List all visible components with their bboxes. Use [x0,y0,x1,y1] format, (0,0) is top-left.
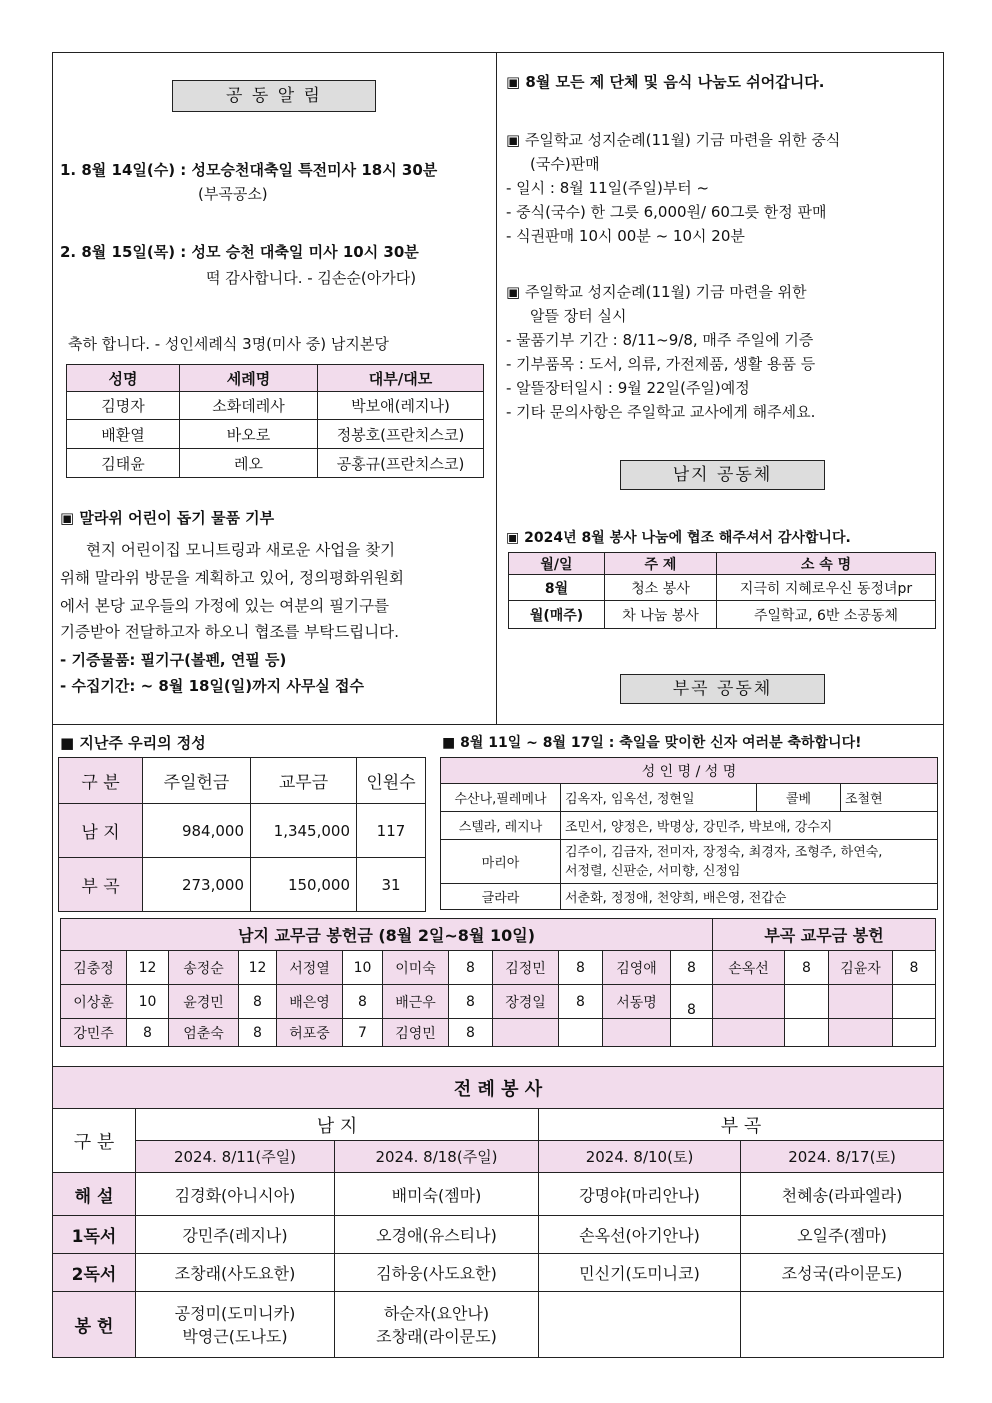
cell: 8 [785,951,829,985]
cell: 지극히 지혜로우신 동정녀pr [717,575,936,601]
notice-2-line2: 떡 감사합니다. - 김손순(아가다) [206,269,417,287]
cell: 조민서, 양정은, 박명상, 강민주, 박보애, 강수지 [561,812,938,840]
market-line2: 알뜰 장터 실시 [530,307,627,325]
saints-heading: ■ 8월 11일 ~ 8월 17일 : 축일을 맞이한 신자 여러분 축하합니다! [442,735,862,751]
offering-heading: ■ 지난주 우리의 정성 [60,734,206,752]
cell: 김옥자, 임옥선, 정현일 [561,784,757,812]
cell: 8월 [509,575,605,601]
date-header: 2024. 8/17(토) [741,1141,944,1173]
cell [493,1019,559,1047]
col-label: 구 분 [53,1109,136,1173]
cell: 부 곡 [59,858,143,912]
cell: 984,000 [143,804,251,858]
cell: 배근우 [383,985,449,1019]
cell: 김정민 [493,951,559,985]
cell: 주일학교, 6반 소공동체 [717,601,936,629]
cell: 1,345,000 [251,804,357,858]
table-row [59,804,426,858]
cell: 손옥선(아기안나) [539,1216,741,1254]
cell: 오일주(젬마) [741,1216,944,1254]
cell: 스텔라, 레지나 [441,812,561,840]
column-divider [496,52,497,724]
cell [671,1019,713,1047]
cell: 윤경민 [169,985,239,1019]
service-table [508,552,936,629]
row-label: 봉 헌 [53,1292,136,1358]
table-row [441,840,938,884]
table-row [441,812,938,840]
cell: 마리아 [441,840,561,884]
table-row [53,1292,944,1358]
col-header: 인원수 [357,758,426,804]
cell [713,1019,785,1047]
cell [893,985,936,1019]
cell: 월(매주) [509,601,605,629]
table-row [441,884,938,910]
cell: 서춘화, 정정애, 천양희, 배은영, 전갑순 [561,884,938,910]
cell: 오경애(유스티나) [335,1216,539,1254]
cell: 정봉호(프란치스코) [318,420,484,449]
cell: 김태윤 [67,449,180,478]
cell: 청소 봉사 [605,575,717,601]
cell [785,1019,829,1047]
table-row [61,985,936,1019]
donation-line: 위해 말라위 방문을 계획하고 있어, 정의평화위원회 [60,569,404,587]
cell: 공정미(도미니카) 박영근(도나도) [136,1292,335,1358]
cell: 8 [671,985,713,1019]
donation-heading: ▣ 말라위 어린이 돕기 물품 기부 [60,509,275,527]
cell: 8 [559,951,603,985]
cell: 12 [239,951,277,985]
cell: 8 [449,985,493,1019]
donation-line: 현지 어린이집 모니트링과 새로운 사업을 찾기 [86,541,396,559]
cell: 강민주 [61,1019,127,1047]
table-row [53,1254,944,1292]
notice-1-line2: (부곡공소) [198,185,268,203]
cell [785,985,829,1019]
noodle-line1: ▣ 주일학교 성지순례(11월) 기금 마련을 위한 중식 [506,131,841,149]
market-item: - 알뜰장터일시 : 9월 22일(주일)예정 [506,379,750,397]
notice-2: 2. 8월 15일(목) : 성모 승천 대축일 미사 10시 30분 [60,243,419,261]
table-row [67,420,484,449]
cell: 117 [357,804,426,858]
cell: 12 [127,951,169,985]
cell: 이미숙 [383,951,449,985]
cell: 10 [343,951,383,985]
offering-table [58,757,426,912]
table-row [53,1173,944,1216]
liturgy-title: 전 례 봉 사 [53,1067,944,1109]
table-row [67,449,484,478]
cell: 박보애(레지나) [318,392,484,420]
cell: 김명자 [67,392,180,420]
section-divider [52,724,944,725]
dues-table [60,918,936,1047]
col-header: 성명 [67,365,180,392]
cell: 콜베 [757,784,841,812]
row-label: 2독서 [53,1254,136,1292]
col-header: 교무금 [251,758,357,804]
cell: 바오로 [180,420,318,449]
cell: 강명야(마리안나) [539,1173,741,1216]
cell: 31 [357,858,426,912]
cell: 허포중 [277,1019,343,1047]
cell: 소화데레사 [180,392,318,420]
notice-1: 1. 8월 14일(수) : 성모승천대축일 특전미사 18시 30분 [60,161,438,179]
table-row [67,392,484,420]
cell: 엄춘숙 [169,1019,239,1047]
cell: 김윤자 [829,951,893,985]
col-header: 대부/대모 [318,365,484,392]
table-row [59,858,426,912]
cell [893,1019,936,1047]
bugok-title: 부곡 공동체 [620,674,825,704]
saints-table [440,757,938,910]
baptism-heading: 축하 합니다. - 성인세례식 3명(미사 중) 남지본당 [68,335,389,353]
cell [829,1019,893,1047]
cell [539,1292,741,1358]
noodle-line2: (국수)판매 [530,155,600,173]
cell: 8 [127,1019,169,1047]
cell: 강민주(레지나) [136,1216,335,1254]
cell: 8 [449,951,493,985]
donation-period: - 수집기간: ~ 8월 18일(일)까지 사무실 접수 [60,677,365,695]
cell: 8 [343,985,383,1019]
col-header: 주일헌금 [143,758,251,804]
cell: 수산나,필레메나 [441,784,561,812]
cell: 8 [671,951,713,985]
cell: 서동명 [603,985,671,1019]
table-row [61,1019,936,1047]
cell: 배미숙(젬마) [335,1173,539,1216]
cell: 김충정 [61,951,127,985]
date-header: 2024. 8/18(주일) [335,1141,539,1173]
cell [603,1019,671,1047]
market-item: - 기부품목 : 도서, 의류, 가전제품, 생활 용품 등 [506,355,816,373]
col-header: 성 인 명 / 성 명 [441,758,938,784]
table-row [441,784,938,812]
cell: 김하웅(사도요한) [335,1254,539,1292]
cell: 천혜송(라파엘라) [741,1173,944,1216]
row-label: 1독서 [53,1216,136,1254]
dues-namji-title: 남지 교무금 봉헌금 (8월 2일~8월 10일) [61,919,713,951]
baptism-table [66,364,484,478]
noodle-item: - 일시 : 8월 11일(주일)부터 ~ [506,179,710,197]
cell: 하순자(요안나) 조창래(라이문도) [335,1292,539,1358]
cell: 공홍규(프란치스코) [318,449,484,478]
market-item: - 기타 문의사항은 주일학교 교사에게 해주세요. [506,403,816,421]
cell: 150,000 [251,858,357,912]
cell: 8 [239,1019,277,1047]
cell: 서정열 [277,951,343,985]
cell: 10 [127,985,169,1019]
cell: 송정순 [169,951,239,985]
cell: 조성국(라이문도) [741,1254,944,1292]
col-header: 월/일 [509,553,605,575]
cell: 배은영 [277,985,343,1019]
cell: 장경일 [493,985,559,1019]
note-1: ▣ 8월 모든 제 단체 및 음식 나눔도 쉬어갑니다. [506,73,825,91]
donation-line: 에서 본당 교우들의 가정에 있는 여분의 필기구를 [60,597,390,615]
col-header: 구 분 [59,758,143,804]
cell: 8 [893,951,936,985]
cell: 배환열 [67,420,180,449]
bugok-header: 부 곡 [539,1109,944,1141]
liturgy-table [52,1066,944,1358]
table-row [53,1216,944,1254]
cell: 조철현 [841,784,938,812]
table-row [61,951,936,985]
cell [713,985,785,1019]
market-item: - 물품기부 기간 : 8/11~9/8, 매주 주일에 기증 [506,331,814,349]
col-header: 세례명 [180,365,318,392]
cell: 김경화(아니시아) [136,1173,335,1216]
cell [559,1019,603,1047]
cell: 7 [343,1019,383,1047]
col-header: 소 속 명 [717,553,936,575]
donation-line: 기증받아 전달하고자 하오니 협조를 부탁드립니다. [60,623,400,641]
col-header: 주 제 [605,553,717,575]
namji-header: 남 지 [136,1109,539,1141]
cell: 이상훈 [61,985,127,1019]
donation-item: - 기증물품: 필기구(볼펜, 연필 등) [60,651,287,669]
dues-bugok-title: 부곡 교무금 봉헌 [713,919,936,951]
cell: 조창래(사도요한) [136,1254,335,1292]
namji-title: 남지 공동체 [620,460,825,490]
service-heading: ▣ 2024년 8월 봉사 나눔에 협조 해주셔서 감사합니다. [506,530,851,546]
row-label: 해 설 [53,1173,136,1216]
cell: 8 [449,1019,493,1047]
cell: 8 [239,985,277,1019]
noodle-item: - 식권판매 10시 00분 ~ 10시 20분 [506,227,745,245]
cell: 8 [559,985,603,1019]
cell: 남 지 [59,804,143,858]
table-row [509,601,936,629]
noodle-item: - 중식(국수) 한 그릇 6,000원/ 60그릇 한정 판매 [506,203,827,221]
cell: 273,000 [143,858,251,912]
market-line1: ▣ 주일학교 성지순례(11월) 기금 마련을 위한 [506,283,807,301]
cell [829,985,893,1019]
date-header: 2024. 8/10(토) [539,1141,741,1173]
cell: 차 나눔 봉사 [605,601,717,629]
cell: 글라라 [441,884,561,910]
cell [741,1292,944,1358]
date-header: 2024. 8/11(주일) [136,1141,335,1173]
notice-title: 공 동 알 림 [172,80,376,112]
cell: 레오 [180,449,318,478]
cell: 김주이, 김금자, 전미자, 장정숙, 최경자, 조형주, 하연숙, 서정렬, 신판순, 서미향, 신정임 [561,840,938,884]
table-row [509,575,936,601]
cell: 손옥선 [713,951,785,985]
cell: 김영애 [603,951,671,985]
cell: 민신기(도미니코) [539,1254,741,1292]
cell: 김영민 [383,1019,449,1047]
